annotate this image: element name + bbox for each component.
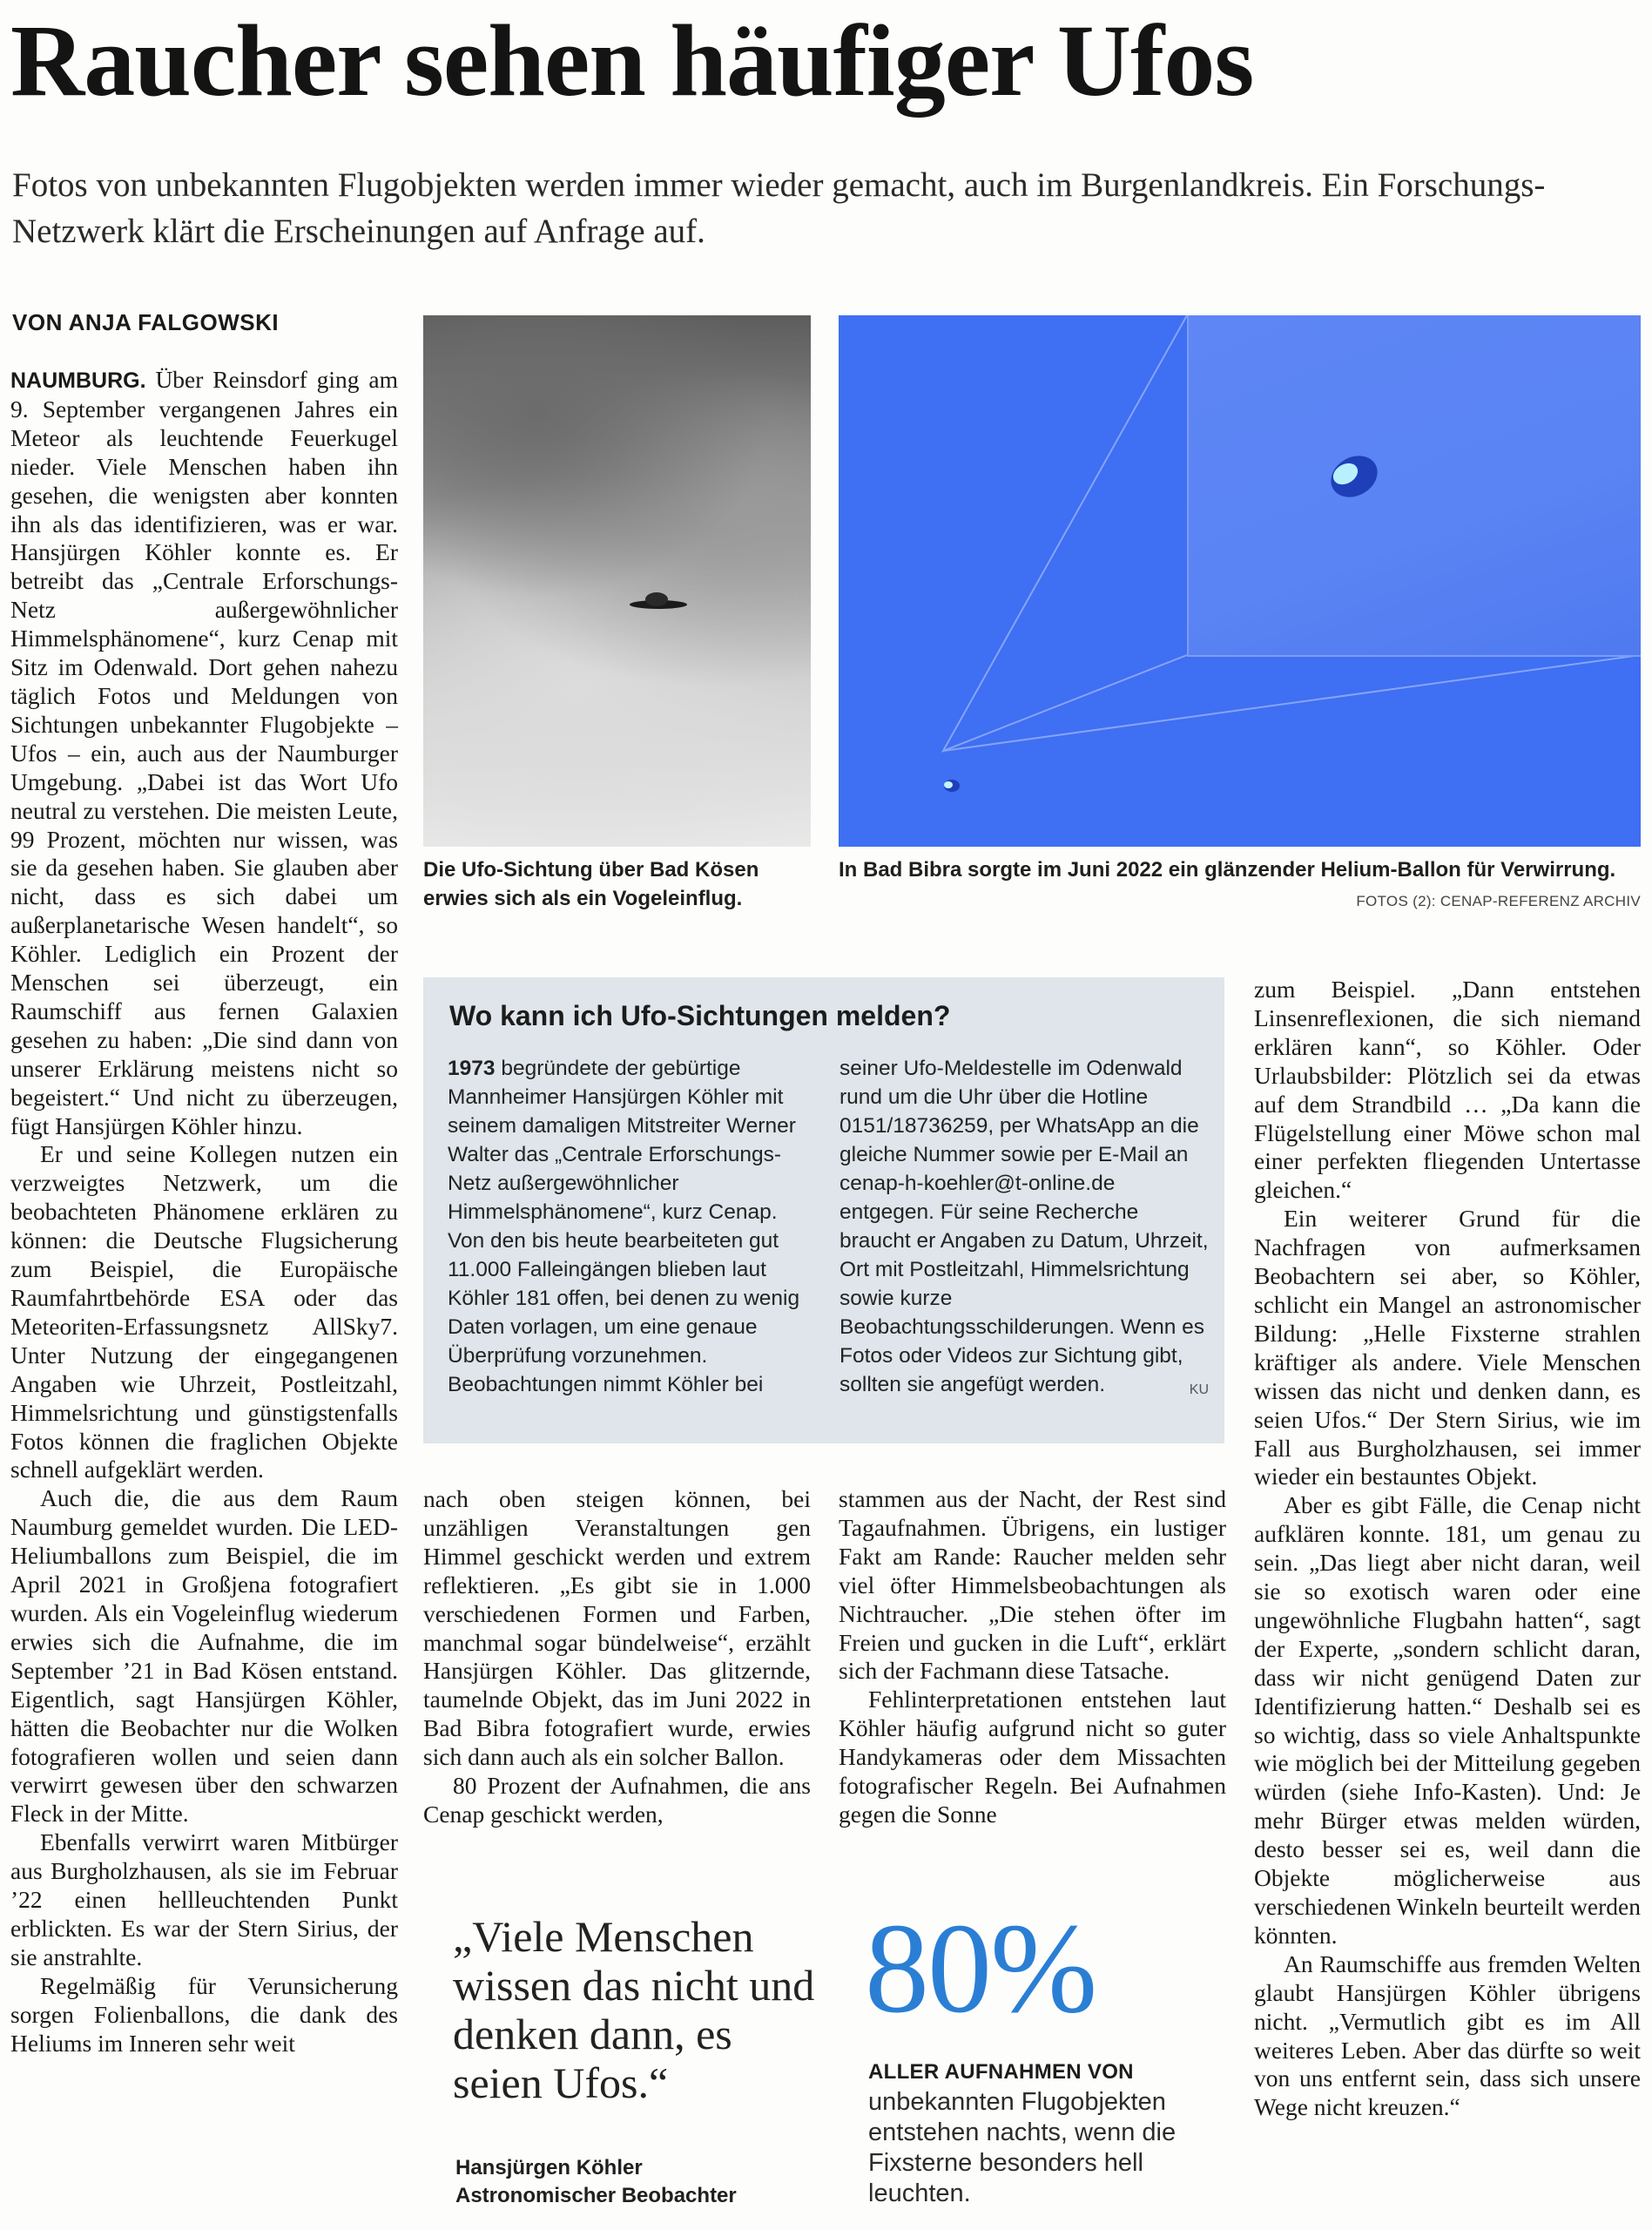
paragraph: nach oben steigen können, bei unzähligen Veranstaltungen gen Himmel geschickt werden und extrem reflektieren. „Es gibt sie in 1.000 verschiedenen Formen und Farben, manchmal sogar bündelweise“, erzählt Hansjürgen Köhler. Das glitzernde, taumelnde Objekt, das im Juni 2022 in Bad Bibra fotografiert wurde, erwies sich dann auch als ein solcher Ballon. <box>423 1485 811 1771</box>
info-box-year: 1973 <box>448 1057 496 1080</box>
article-column-1 <box>10 366 398 2058</box>
info-box-initials: KU <box>1189 1382 1209 1397</box>
article-column-4 <box>1254 976 1641 2122</box>
paragraph: Aber es gibt Fälle, die Cenap nicht aufklären konnte. 181, um genau zu sein. „Das liegt aber nicht daran, weil sie so exotisch waren oder eine ungewöhnliche Flugbahn hatten“, sagt der Experte, „sondern schlicht daran, dass wir nicht genügend Daten zur Identifizierung hatten.“ Deshalb sei es so wichtig, dass so viele Anhaltspunkte wie möglich bei der Mitteilung gegeben würden (siehe Info-Kasten). Und: Je mehr Bürger etwas melden würden, desto besser sei es, weil dann die Objekte möglicherweise aus verschiedenen Winkeln beurteilt werden könnten. <box>1254 1491 1641 1949</box>
stat-text: unbekannten Flugobjekten entstehen nachts, wenn die Fixsterne besonders hell leuchten. <box>868 2088 1177 2207</box>
pull-quote-author <box>455 2154 821 2210</box>
photo-credit: FOTOS (2): CENAP-REFERENZ ARCHIV <box>1356 893 1641 909</box>
ufo-photo-bad-koesen <box>423 315 811 847</box>
byline: VON ANJA FALGOWSKI <box>12 309 280 335</box>
dateline: NAUMBURG. <box>10 368 146 393</box>
photo-caption-2: In Bad Bibra sorgte im Juni 2022 ein glänzender Helium-Ballon für Verwirrung. <box>839 858 1616 882</box>
balloon-small-shape <box>839 315 1641 847</box>
paragraph-text: Über Reinsdorf ging am 9. September vergangenen Jahres ein Meteor als leuchtende Feuerkugel nieder. Viele Menschen haben ihn gesehen, die wenigsten aber konnten ihn als das identifizieren, was er war. Hansjürgen Köhler konnte es. Er betreibt das „Centrale Erforschungs-Netz außergewöhnlicher Himmelsphänomene“, kurz Cenap mit Sitz im Odenwald. Dort gehen nahezu täglich Fotos und Meldungen von Sichtungen unbekannter Flugobjekte – Ufos – ein, auch aus der Naumburger Umgebung. „Dabei ist das Wort Ufo neutral zu verstehen. Die meisten Leute, 99 Prozent, möchten nur wissen, was sie da gesehen haben. Sie glauben aber nicht, dass es sich dabei um außerplanetarische Wesen handelt“, so Köhler. Lediglich ein Prozent der Menschen sei überzeugt, ein Raumschiff aus fernen Galaxien gesehen zu haben: „Die sind dann von unserer Erklärung meistens nicht so begeistert.“ Und nicht zu überzeugen, fügt Hansjürgen Köhler hinzu. <box>10 366 399 1139</box>
paragraph: zum Beispiel. „Dann entstehen Linsenreflexionen, die sich niemand erklären kann“, so Köhler. Oder Urlaubsbilder: Plötzlich sei da etwas auf dem Strandbild … „Da kann die Flügelstellung einer Möwe schon mal einer perfekten fliegenden Untertasse gleichen.“ <box>1254 976 1641 1204</box>
info-box <box>423 977 1224 1443</box>
photo-caption-1: Die Ufo-Sichtung über Bad Kösen erwies sich als ein Vogeleinflug. <box>423 858 759 910</box>
subheadline: Fotos von unbekannten Flugobjekten werden immer wieder gemacht, auch im Burgenlandkreis. Ein Forschungs-Netzwerk klärt die Erscheinungen auf Anfrage auf. <box>12 166 1546 250</box>
paragraph: Ebenfalls verwirrt waren Mitbürger aus Burgholzhausen, als sie im Februar ’22 einen hellleuchtenden Punkt erblickten. Es war der Stern Sirius, der sie anstrahlte. <box>10 1828 398 1970</box>
paragraph: stammen aus der Nacht, der Rest sind Tagaufnahmen. Übrigens, ein lustiger Fakt am Rande: Raucher melden sehr viel öfter Himmelsbeobachtungen als Nichtraucher. „Die stehen öfter im Freien und gucken in die Luft“, erklärt sich der Fachmann diese Tatsache. <box>839 1485 1226 1685</box>
paragraph: Regelmäßig für Verunsicherung sorgen Folienballons, die dank des Heliums im Inneren sehr weit <box>10 1971 398 2057</box>
info-box-column-a <box>448 1054 817 1399</box>
paragraph: Er und seine Kollegen nutzen ein verzweigtes Netzwerk, um die beobachteten Phänomene erklären zu können: die Deutsche Flugsicherung zum Beispiel, die Europäische Raumfahrtbehörde ESA oder das Meteoriten-Erfassungsnetz AllSky7. Unter Nutzung der eingegangenen Angaben wie Uhrzeit, Postleitzahl, Himmelsrichtung und günstigstenfalls Fotos können die fraglichen Objekte schnell aufgeklärt werden. <box>10 1140 398 1483</box>
paragraph: 80 Prozent der Aufnahmen, die ans Cenap geschickt werden, <box>423 1772 811 1828</box>
stat-number: 80% <box>865 1897 1096 2040</box>
balloon-photo-bad-bibra <box>839 315 1641 847</box>
info-box-title: Wo kann ich Ufo-Sichtungen melden? <box>449 1000 951 1031</box>
paragraph: Fehlinterpretationen entstehen laut Köhler häufig aufgrund nicht so guter Handykameras oder dem Missachten fotografischer Regeln. Bei Aufnahmen gegen die Sonne <box>839 1686 1226 1828</box>
headline: Raucher sehen häufiger Ufos <box>10 3 1254 118</box>
article-column-3 <box>839 1485 1226 1829</box>
stat-label: ALLER AUFNAHMEN VON <box>868 2060 1134 2084</box>
info-box-column-b <box>839 1054 1209 1404</box>
paragraph: Auch die, die aus dem Raum Naumburg gemeldet wurden. Die LED-Heliumballons zum Beispiel, die im April 2021 in Großjena fotografiert wurden. Als ein Vogeleinflug wiederum erwies sich die Aufnahme, die im September ’21 in Bad Kösen entstand. Eigentlich, sagt Hansjürgen Köhler, hätten die Beobachter nur die Wolken fotografieren wollen und seien dann verwirrt gewesen über den schwarzen Fleck in der Mitte. <box>10 1484 398 1828</box>
paragraph: Ein weiterer Grund für die Nachfragen von aufmerksamen Beobachtern sei aber, so Köhler, schlicht ein Mangel an astronomischer Bildung: „Helle Fixsterne strahlen kräftiger als andere. Viele Menschen wissen das nicht und denken dann, es seien Ufos.“ Der Stern Sirius, wie im Fall aus Burgholzhausen, sei immer wieder ein bestauntes Objekt. <box>1254 1205 1641 1490</box>
quote-author-name: Hansjürgen Köhler <box>455 2156 643 2179</box>
pull-quote: „Viele Menschen wissen das nicht und denken dann, es seien Ufos.“ <box>453 1912 815 2107</box>
dark-object-shape <box>629 589 688 612</box>
paragraph: An Raumschiffe aus fremden Welten glaubt Hansjürgen Köhler übrigens nicht. „Vermutlich gibt es im All weiteres Leben. Aber das dürfte so weit von uns entfernt sein, dass sich unsere Wege nicht kreuzen.“ <box>1254 1950 1641 2121</box>
article-column-2 <box>423 1485 811 1829</box>
paragraph <box>10 366 398 1140</box>
info-box-text-a: begründete der gebürtige Mannheimer Hansjürgen Köhler mit seinem damaligen Mitstreiter Werner Walter das „Centrale Erforschungs-Netz außergewöhnlicher Himmelsphänomene“, kurz Cenap. Von den bis heute bearbeiteten gut 11.000 Falleingängen blieben laut Köhler 181 offen, bei denen zu wenig Daten vorlagen, um eine genaue Überprüfung vorzunehmen. Beobachtungen nimmt Köhler bei <box>448 1057 800 1396</box>
quote-author-role: Astronomischer Beobachter <box>455 2184 737 2207</box>
info-box-text-b: seiner Ufo-Meldestelle im Odenwald rund um die Uhr über die Hotline 0151/18736259, per WhatsApp an die gleiche Nummer sowie per E-Mail an cenap-h-koehler@t-online.de entgegen. Für seine Recherche braucht er Angaben zu Datum, Uhrzeit, Ort mit Postleitzahl, Himmelsrichtung sowie kurze Beobachtungsschilderungen. Wenn es Fotos oder Videos zur Sichtung gibt, sollten sie angefügt werden. <box>839 1057 1209 1396</box>
